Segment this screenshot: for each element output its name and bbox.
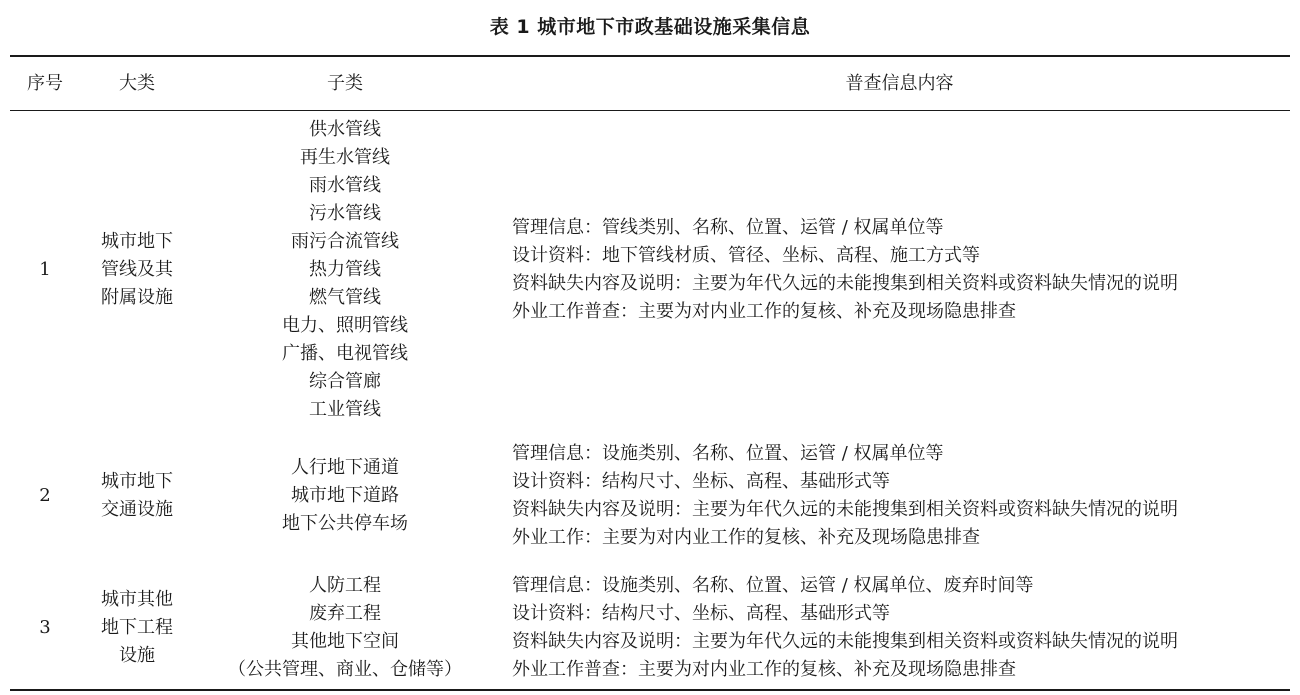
row-1-subcategories xyxy=(200,116,490,424)
row-3-category xyxy=(82,586,192,670)
table-header-rule xyxy=(10,110,1290,111)
subcategory-item: 污水管线 xyxy=(309,203,381,224)
table-top-rule xyxy=(10,55,1290,57)
subcategory-item: 综合管廊 xyxy=(309,371,381,392)
info-line: 外业工作普查：主要为对内业工作的复核、补充及现场隐患排查 xyxy=(512,659,1016,680)
category-line: 城市地下 xyxy=(101,231,173,252)
info-line: 设计资料：结构尺寸、坐标、高程、基础形式等 xyxy=(512,603,890,624)
row-2-subcategories xyxy=(200,454,490,538)
header-subcategory: 子类 xyxy=(327,73,363,94)
subcategory-item: 燃气管线 xyxy=(309,287,381,308)
header-info: 普查信息内容 xyxy=(845,73,954,94)
subcategory-item: 地下公共停车场 xyxy=(282,513,408,534)
info-line: 外业工作：主要为对内业工作的复核、补充及现场隐患排查 xyxy=(512,527,980,548)
subcategory-item: 工业管线 xyxy=(309,399,381,420)
subcategory-item: 雨水管线 xyxy=(309,175,381,196)
row-3-number: 3 xyxy=(39,617,51,638)
subcategory-item: 广播、电视管线 xyxy=(282,343,408,364)
table-bottom-rule xyxy=(10,689,1290,691)
subcategory-item: 其他地下空间 xyxy=(291,631,399,652)
row-1-number: 1 xyxy=(39,259,51,280)
category-line: 地下工程 xyxy=(101,617,173,638)
subcategory-item: 雨污合流管线 xyxy=(291,231,399,252)
row-2-category xyxy=(82,468,192,524)
row-2-info xyxy=(512,440,1287,552)
subcategory-item: （公共管理、商业、仓储等） xyxy=(228,659,462,680)
header-category: 大类 xyxy=(119,73,155,94)
header-number: 序号 xyxy=(27,73,63,94)
subcategory-item: 电力、照明管线 xyxy=(282,315,408,336)
row-3-subcategories xyxy=(200,572,490,684)
subcategory-item: 热力管线 xyxy=(309,259,381,280)
row-1-info xyxy=(512,214,1287,326)
table-title: 表 1 城市地下市政基础设施采集信息 xyxy=(489,16,811,38)
category-line: 附属设施 xyxy=(101,287,173,308)
category-line: 设施 xyxy=(119,645,155,666)
category-line: 城市其他 xyxy=(101,589,173,610)
subcategory-item: 废弃工程 xyxy=(309,603,381,624)
info-line: 资料缺失内容及说明：主要为年代久远的未能搜集到相关资料或资料缺失情况的说明 xyxy=(512,631,1178,652)
category-line: 交通设施 xyxy=(101,499,173,520)
info-line: 设计资料：结构尺寸、坐标、高程、基础形式等 xyxy=(512,471,890,492)
row-1-category xyxy=(82,228,192,312)
subcategory-item: 供水管线 xyxy=(309,119,381,140)
subcategory-item: 人防工程 xyxy=(309,575,381,596)
category-line: 管线及其 xyxy=(101,259,173,280)
row-2-number: 2 xyxy=(39,485,51,506)
info-line: 管理信息：管线类别、名称、位置、运管 / 权属单位等 xyxy=(512,217,944,238)
info-line: 管理信息：设施类别、名称、位置、运管 / 权属单位、废弃时间等 xyxy=(512,575,1034,596)
subcategory-item: 再生水管线 xyxy=(300,147,390,168)
info-line: 管理信息：设施类别、名称、位置、运管 / 权属单位等 xyxy=(512,443,944,464)
subcategory-item: 城市地下道路 xyxy=(291,485,399,506)
row-3-info xyxy=(512,572,1287,684)
info-line: 设计资料：地下管线材质、管径、坐标、高程、施工方式等 xyxy=(512,245,980,266)
info-line: 外业工作普查：主要为对内业工作的复核、补充及现场隐患排查 xyxy=(512,301,1016,322)
info-line: 资料缺失内容及说明：主要为年代久远的未能搜集到相关资料或资料缺失情况的说明 xyxy=(512,499,1178,520)
subcategory-item: 人行地下通道 xyxy=(291,457,399,478)
category-line: 城市地下 xyxy=(101,471,173,492)
info-line: 资料缺失内容及说明：主要为年代久远的未能搜集到相关资料或资料缺失情况的说明 xyxy=(512,273,1178,294)
